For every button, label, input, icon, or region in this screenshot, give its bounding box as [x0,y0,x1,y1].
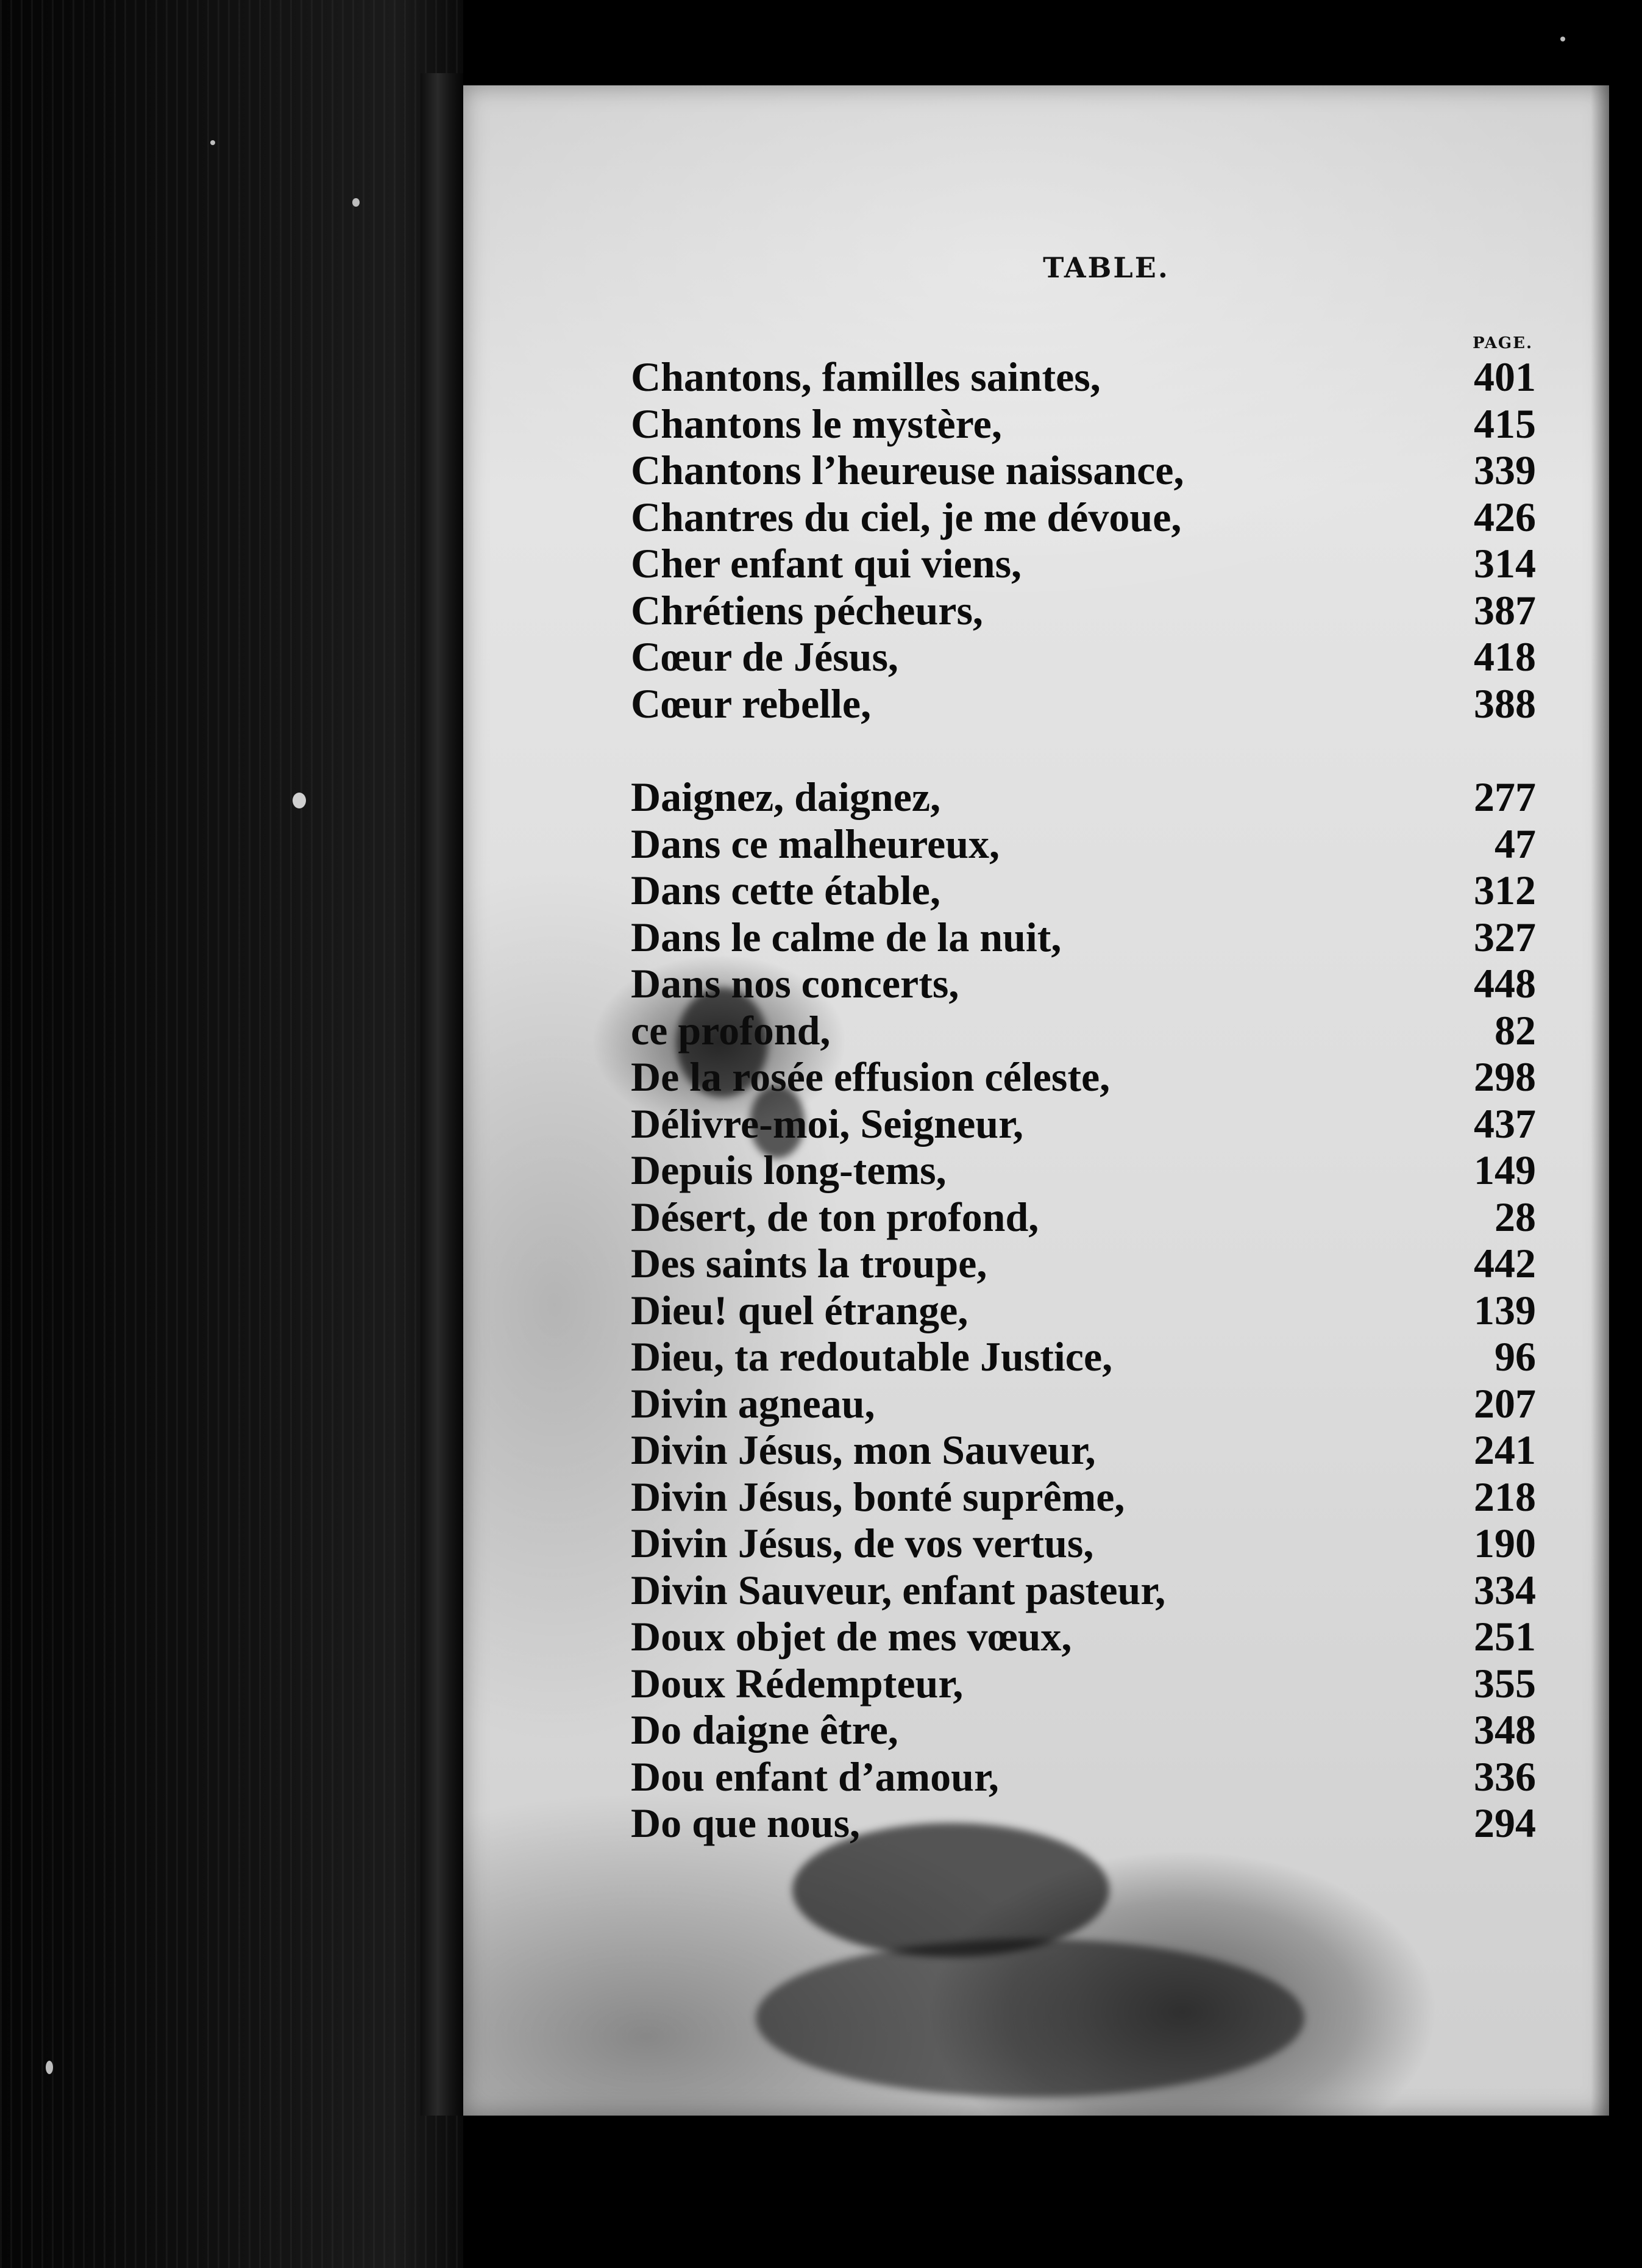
toc-entry-page: 388 [1474,680,1536,727]
toc-entry-page: 207 [1474,1380,1536,1427]
toc-entry [631,540,1536,587]
toc-entry-title: Dou enfant d’amour, [631,1753,999,1800]
toc-entry [631,401,1536,448]
toc-entry [631,1194,1536,1241]
dust-speck [352,198,360,207]
page-shadow [1591,85,1609,2116]
toc-entry-page: 298 [1474,1054,1536,1100]
toc-entry-page: 415 [1474,400,1536,447]
toc-entry-title: Do que nous, [631,1800,861,1846]
toc-entry-title: Dans le calme de la nuit, [631,913,1062,960]
toc-entry-page: 348 [1474,1706,1536,1753]
toc-entry-page: 401 [1474,354,1536,400]
toc-entry-title: Daignez, daignez, [631,774,941,820]
toc-entry [631,680,1536,727]
toc-entry [631,1660,1536,1707]
toc-entry [631,354,1536,401]
toc-entry [631,1333,1536,1380]
toc-entry [631,633,1536,680]
ink-stain [756,1939,1304,2097]
toc-entry-title: Divin Jésus, mon Sauveur, [631,1427,1096,1473]
toc-entry-title: ce profond, [631,1007,831,1054]
toc-entry-title: Délivre-moi, Seigneur, [631,1100,1024,1147]
toc-entry-title: Doux Rédempteur, [631,1660,964,1706]
toc-entry-title: Dans cette étable, [631,867,940,913]
dust-speck [293,793,306,808]
toc-entry [631,960,1536,1007]
toc-entry [631,494,1536,541]
toc-entry-title: Dans nos concerts, [631,960,959,1007]
toc-entry-page: 336 [1474,1753,1536,1800]
toc-entry [631,1054,1536,1100]
toc-entry-page: 47 [1495,820,1536,867]
toc-entry-page: 139 [1474,1286,1536,1333]
toc-entry-title: Divin Jésus, de vos vertus, [631,1520,1094,1566]
toc-entry-page: 355 [1474,1660,1536,1706]
toc-entry [631,1427,1536,1474]
dust-speck [1560,37,1565,41]
toc-entry [631,821,1536,868]
toc-entry-page: 327 [1474,913,1536,960]
toc-entry [631,1753,1536,1800]
toc-entry-title: De la rosée effusion céleste, [631,1054,1111,1100]
toc-entry [631,1613,1536,1660]
toc-entry-title: Dans ce malheureux, [631,820,1000,867]
toc-entry [631,1474,1536,1521]
toc-entry [631,914,1536,961]
toc-entry-title: Do daigne être, [631,1706,898,1753]
toc-entry-page: 28 [1495,1193,1536,1240]
toc-entry-page: 437 [1474,1100,1536,1147]
toc-entry-title: Chrétiens pécheurs, [631,587,983,633]
toc-entry-title: Chantons, familles saintes, [631,354,1101,400]
toc-entry [631,1800,1536,1847]
dust-speck [46,2061,53,2074]
toc-section-d [631,774,1536,1847]
toc-entry-page: 334 [1474,1566,1536,1613]
toc-entry-title: Doux objet de mes vœux, [631,1613,1072,1660]
toc-entry-page: 190 [1474,1520,1536,1566]
toc-entry [631,1147,1536,1194]
table-of-contents [631,354,1536,1847]
toc-entry-page: 241 [1474,1427,1536,1473]
toc-entry [631,447,1536,494]
toc-entry [631,1100,1536,1147]
page-column-header: PAGE. [1473,334,1533,352]
toc-entry [631,587,1536,634]
toc-entry-title: Dieu, ta redoutable Justice, [631,1333,1113,1380]
toc-entry-title: Chantons le mystère, [631,400,1002,447]
book-page [463,85,1609,2116]
toc-section-c [631,354,1536,727]
page-title: TABLE. [1043,251,1170,284]
toc-entry [631,867,1536,914]
toc-entry [631,1240,1536,1287]
toc-entry-title: Des saints la troupe, [631,1240,987,1286]
toc-entry-page: 314 [1474,540,1536,587]
toc-entry-page: 96 [1495,1333,1536,1380]
toc-entry [631,1007,1536,1054]
book-cover-edge [0,0,463,2268]
toc-entry-title: Chantons l’heureuse naissance, [631,447,1184,493]
toc-entry-title: Chantres du ciel, je me dévoue, [631,493,1182,540]
toc-entry-page: 387 [1474,587,1536,633]
toc-entry-page: 418 [1474,633,1536,680]
toc-entry [631,1706,1536,1753]
toc-entry [631,1567,1536,1614]
toc-entry-page: 82 [1495,1007,1536,1054]
toc-entry-page: 448 [1474,960,1536,1007]
toc-entry-page: 277 [1474,774,1536,820]
toc-entry-title: Divin Jésus, bonté suprême, [631,1473,1125,1520]
toc-entry-title: Depuis long-tems, [631,1147,947,1193]
toc-entry-title: Cher enfant qui viens, [631,540,1022,587]
toc-entry-page: 294 [1474,1800,1536,1846]
toc-entry-title: Divin agneau, [631,1380,875,1427]
toc-entry [631,774,1536,821]
toc-entry-title: Divin Sauveur, enfant pasteur, [631,1566,1166,1613]
toc-entry-title: Cœur de Jésus, [631,633,898,680]
dust-speck [210,140,215,145]
toc-entry [631,1520,1536,1567]
toc-entry-title: Désert, de ton profond, [631,1193,1039,1240]
toc-entry-page: 339 [1474,447,1536,493]
toc-entry [631,1287,1536,1334]
toc-entry-page: 218 [1474,1473,1536,1520]
toc-entry-page: 442 [1474,1240,1536,1286]
toc-entry-page: 251 [1474,1613,1536,1660]
toc-entry-page: 149 [1474,1147,1536,1193]
toc-entry [631,1380,1536,1427]
toc-entry-title: Dieu! quel étrange, [631,1286,968,1333]
toc-entry-page: 312 [1474,867,1536,913]
toc-entry-page: 426 [1474,493,1536,540]
book-spine-edge [421,73,463,2116]
toc-entry-title: Cœur rebelle, [631,680,872,727]
